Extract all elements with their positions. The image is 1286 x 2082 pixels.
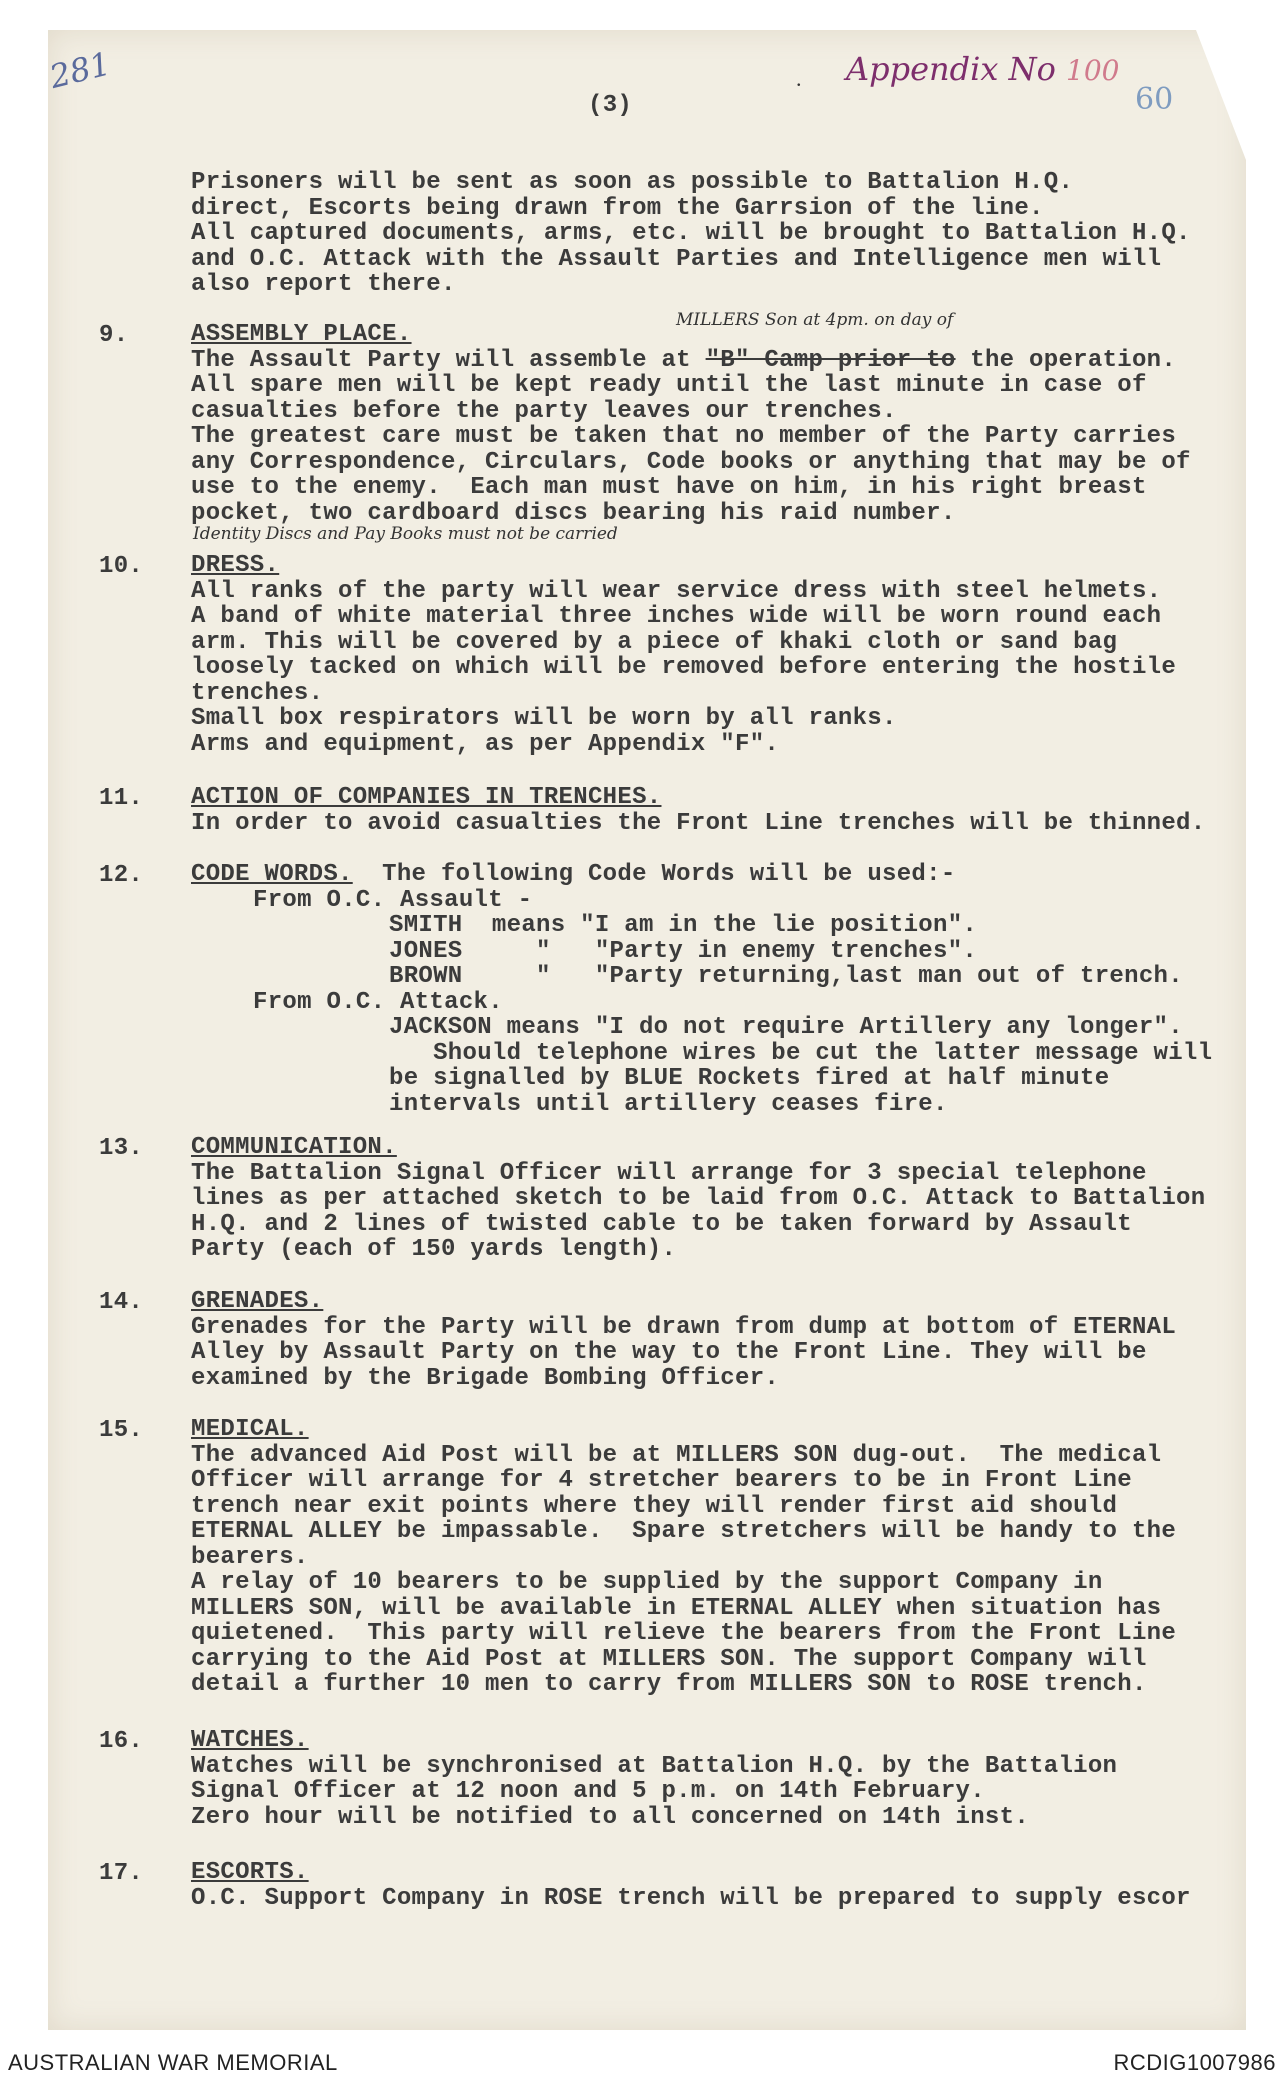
- intro-paragraph: [191, 170, 1191, 298]
- text-line: In order to avoid casualties the Front Line trenches will be thinned.: [191, 809, 1206, 837]
- appendix-label: Appendix No: [846, 50, 1056, 88]
- section-assembly-place: [191, 322, 1191, 526]
- section-medical: [191, 1417, 1176, 1698]
- text-line: trenches.: [191, 679, 324, 707]
- section-number: 14.: [99, 1289, 144, 1316]
- text-line: A band of white material three inches wide will be worn round each: [191, 603, 1162, 630]
- footer-source: AUSTRALIAN WAR MEMORIAL: [8, 2050, 338, 2075]
- text-line: O.C. Support Company in ROSE trench will be prepared to supply escor: [191, 1884, 1191, 1912]
- text-line: Alley by Assault Party on the way to the Front Line. They will be: [191, 1339, 1147, 1366]
- text-line: From O.C. Assault -: [253, 886, 533, 914]
- struck-text: "B" Camp prior to: [705, 346, 956, 374]
- section-communication: [191, 1135, 1205, 1263]
- text-line: and O.C. Attack with the Assault Parties and Intelligence men will: [191, 245, 1162, 273]
- section-heading: WATCHES.: [191, 1727, 309, 1754]
- text-line: direct, Escorts being drawn from the Garrsion of the line.: [191, 194, 1044, 222]
- text-line: carrying to the Aid Post at MILLERS SON. The support Company will: [191, 1645, 1147, 1673]
- text-line: From O.C. Attack.: [253, 988, 503, 1016]
- text-line: examined by the Brigade Bombing Officer.: [191, 1364, 780, 1392]
- text-line: Grenades for the Party will be drawn from dump at bottom of ETERNAL: [191, 1313, 1177, 1341]
- text-line: use to the enemy. Each man must have on him, in his right breast: [191, 474, 1147, 501]
- section-code-words: [191, 862, 1212, 1117]
- text-line: Watches will be synchronised at Battalion H.Q. by the Battalion: [191, 1752, 1118, 1780]
- reference-number: 60: [1135, 82, 1174, 117]
- text-line: The Assault Party will assemble at "B" Camp prior to the operation.: [191, 346, 1177, 374]
- text-line: intervals until artillery ceases fire.: [389, 1090, 948, 1118]
- text-line: MILLERS SON, will be available in ETERNAL ALLEY when situation has: [191, 1594, 1162, 1622]
- section-number: 9.: [99, 322, 129, 349]
- text-line: also report there.: [191, 271, 456, 298]
- section-number: 16.: [99, 1728, 144, 1755]
- section-heading: MEDICAL.: [191, 1416, 309, 1443]
- section-number: 12.: [99, 862, 144, 889]
- text-line: pocket, two cardboard discs bearing his raid number.: [191, 499, 956, 527]
- page-number: (3): [588, 92, 633, 119]
- section-number: 15.: [99, 1417, 144, 1444]
- section-watches: [191, 1728, 1117, 1830]
- text-line: Should telephone wires be cut the latter message will: [389, 1039, 1213, 1067]
- text-line: All spare men will be kept ready until the last minute in case of: [191, 372, 1147, 399]
- appendix-stamp: [846, 50, 1119, 88]
- section-heading: CODE WORDS.: [191, 861, 353, 888]
- text-line: any Correspondence, Circulars, Code books or anything that may be of: [191, 448, 1191, 476]
- code-word-line: JACKSON means "I do not require Artillery any longer".: [389, 1014, 1183, 1041]
- text-line: be signalled by BLUE Rockets fired at half minute: [389, 1065, 1110, 1092]
- text-line: Small box respirators will be worn by all ranks.: [191, 705, 897, 732]
- folio-number: 281: [45, 44, 115, 96]
- text-line: All captured documents, arms, etc. will be brought to Battalion H.Q.: [191, 220, 1191, 247]
- text-line: A relay of 10 bearers to be supplied by the support Company in: [191, 1569, 1103, 1596]
- stray-mark: .: [796, 66, 802, 91]
- handwritten-annotation: MILLERS Son at 4pm. on day of: [676, 310, 954, 330]
- handwritten-note: Identity Discs and Pay Books must not be carried: [193, 524, 618, 544]
- text-line: lines as per attached sketch to be laid from O.C. Attack to Battalion: [191, 1185, 1206, 1212]
- text-line: All ranks of the party will wear service dress with steel helmets.: [191, 577, 1162, 605]
- section-heading: ASSEMBLY PLACE.: [191, 321, 412, 348]
- text-line: quietened. This party will relieve the bearers from the Front Line: [191, 1620, 1177, 1647]
- text-line: Party (each of 150 yards length).: [191, 1236, 677, 1263]
- code-word-line: JONES " "Party in enemy trenches".: [389, 937, 978, 965]
- text-line: Zero hour will be notified to all concerned on 14th inst.: [191, 1803, 1030, 1831]
- text-line: The advanced Aid Post will be at MILLERS SON dug-out. The medical: [191, 1441, 1162, 1469]
- text-line: Signal Officer at 12 noon and 5 p.m. on 14th February.: [191, 1778, 985, 1805]
- text-line: trench near exit points where they will render first aid should: [191, 1492, 1118, 1520]
- text-line: detail a further 10 men to carry from MILLERS SON to ROSE trench.: [191, 1671, 1147, 1698]
- section-heading: GRENADES.: [191, 1288, 324, 1315]
- section-heading: ESCORTS.: [191, 1859, 309, 1886]
- text-line: bearers.: [191, 1543, 309, 1571]
- text-line: The greatest care must be taken that no member of the Party carries: [191, 423, 1177, 450]
- section-number: 10.: [99, 553, 144, 580]
- footer-id: RCDIG1007986: [1113, 2050, 1276, 2075]
- section-number: 13.: [99, 1135, 144, 1162]
- text-line: The Battalion Signal Officer will arrange for 3 special telephone: [191, 1159, 1147, 1187]
- text-line: loosely tacked on which will be removed before entering the hostile: [191, 654, 1177, 681]
- section-heading: ACTION OF COMPANIES IN TRENCHES.: [191, 784, 662, 811]
- section-number: 11.: [99, 785, 144, 812]
- appendix-number: 100: [1066, 54, 1120, 87]
- section-heading: DRESS.: [191, 552, 280, 579]
- code-word-line: SMITH means "I am in the lie position".: [389, 912, 978, 939]
- code-word-line: BROWN " "Party returning,last man out of trench.: [389, 963, 1183, 990]
- text-line: Prisoners will be sent as soon as possible to Battalion H.Q.: [191, 169, 1074, 196]
- section-grenades: [191, 1289, 1176, 1391]
- text-line: Officer will arrange for 4 stretcher bearers to be in Front Line: [191, 1467, 1132, 1494]
- section-number: 17.: [99, 1860, 144, 1887]
- text-line: casualties before the party leaves our trenches.: [191, 397, 897, 425]
- section-escorts: [191, 1860, 1191, 1911]
- section-dress: [191, 553, 1176, 757]
- text-line: H.Q. and 2 lines of twisted cable to be taken forward by Assault: [191, 1210, 1132, 1238]
- section-action-of-companies: [191, 785, 1205, 836]
- text-line: Arms and equipment, as per Appendix "F".: [191, 730, 780, 758]
- section-heading: COMMUNICATION.: [191, 1134, 397, 1161]
- text-line: CODE WORDS. The following Code Words will be used:-: [191, 861, 956, 888]
- text-line: arm. This will be covered by a piece of khaki cloth or sand bag: [191, 628, 1118, 656]
- text-line: ETERNAL ALLEY be impassable. Spare stretchers will be handy to the: [191, 1518, 1177, 1545]
